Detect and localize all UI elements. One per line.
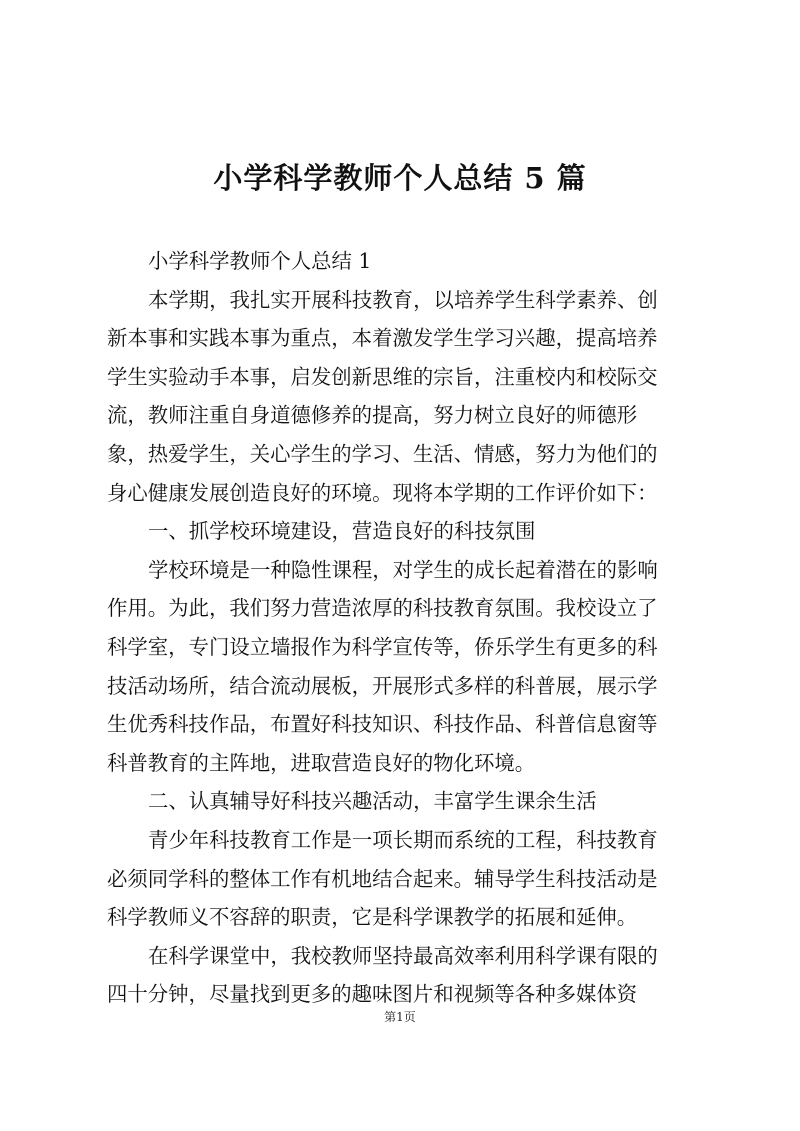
paragraph-line: 象，热爱学生，关心学生的学习、生活、情感，努力为他们的 xyxy=(107,441,658,466)
section-heading: 一、抓学校环境建设，营造良好的科技氛围 xyxy=(148,519,536,544)
document-body xyxy=(107,242,690,1014)
paragraph-line: 科学教师义不容辞的职责，它是科学课教学的拓展和延伸。 xyxy=(107,905,638,930)
paragraph-line: 流，教师注重自身道德修养的提高，努力树立良好的师德形 xyxy=(107,403,638,428)
section-heading: 小学科学教师个人总结 1 xyxy=(148,249,372,273)
paragraph-line: 生优秀科技作品，布置好科技知识、科技作品、科普信息窗等 xyxy=(107,712,658,737)
paragraph-line: 新本事和实践本事为重点，本着激发学生学习兴趣，提高培养 xyxy=(107,326,658,351)
paragraph-line: 学校环境是一种隐性课程，对学生的成长起着潜在的影响 xyxy=(148,557,658,582)
paragraph-line: 科学室，专门设立墙报作为科学宣传等，侨乐学生有更多的科 xyxy=(107,634,658,659)
paragraph-line: 必须同学科的整体工作有机地结合起来。辅导学生科技活动是 xyxy=(107,866,658,891)
paragraph-line: 在科学课堂中，我校教师坚持最高效率利用科学课有限的 xyxy=(148,943,658,968)
paragraph-line: 技活动场所，结合流动展板，开展形式多样的科普展，展示学 xyxy=(107,673,658,698)
paragraph-line: 青少年科技教育工作是一项长期而系统的工程，科技教育 xyxy=(148,827,658,852)
paragraph-line: 科普教育的主阵地，进取营造良好的物化环境。 xyxy=(107,750,536,775)
page-number: 第1页 xyxy=(384,1010,416,1024)
paragraph-line: 四十分钟，尽量找到更多的趣味图片和视频等各种多媒体资 xyxy=(107,982,638,1007)
section-heading: 二、认真辅导好科技兴趣活动，丰富学生课余生活 xyxy=(148,789,597,814)
paragraph-line: 本学期，我扎实开展科技教育，以培养学生科学素养、创 xyxy=(148,287,658,312)
paragraph-line: 作用。为此，我们努力营造浓厚的科技教育氛围。我校设立了 xyxy=(107,596,658,621)
document-title: 小学科学教师个人总结 5 篇 xyxy=(213,161,587,195)
paragraph-line: 身心健康发展创造良好的环境。现将本学期的工作评价如下： xyxy=(107,480,658,505)
paragraph-line: 学生实验动手本事，启发创新思维的宗旨，注重校内和校际交 xyxy=(107,364,658,389)
